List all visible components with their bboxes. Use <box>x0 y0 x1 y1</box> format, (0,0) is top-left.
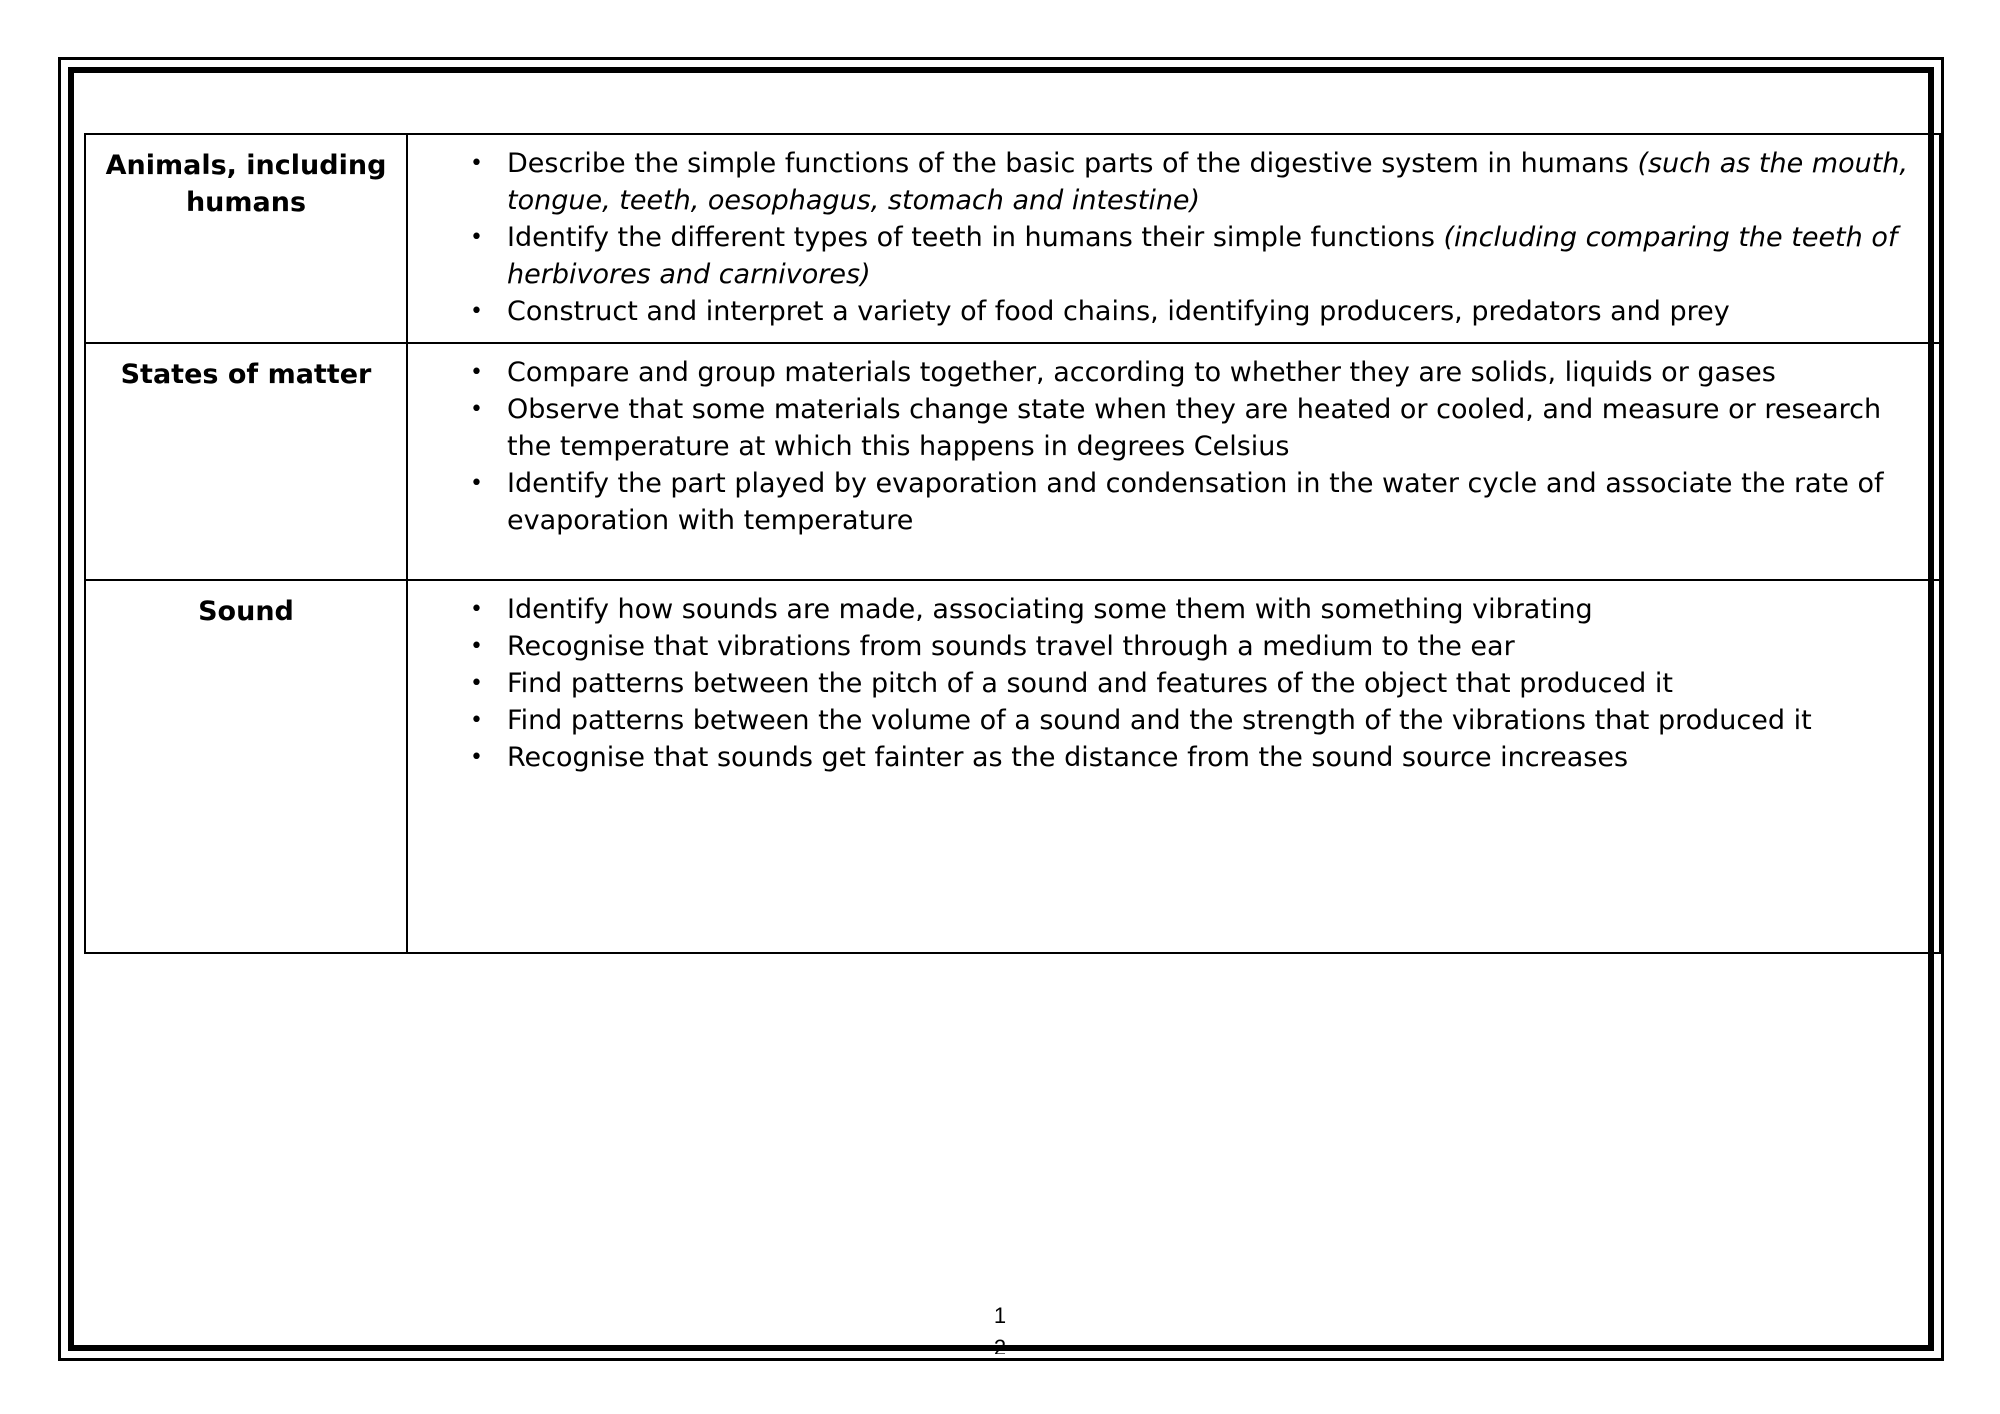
topic-cell <box>85 580 407 953</box>
list-item: • Find patterns between the volume of a sound and the strength of the vibrations that produced it <box>408 702 1921 739</box>
list-item: • Compare and group materials together, according to whether they are solids, liquids or gases <box>408 354 1921 391</box>
page-number <box>0 1300 2000 1354</box>
list-item: • Identify how sounds are made, associating some them with something vibrating <box>408 591 1921 628</box>
list-item: • Identify the part played by evaporation and condensation in the water cycle and associate the rate of evaporation with temperature <box>408 465 1921 539</box>
list-item: • Identify the different types of teeth in humans their simple functions (including comparing the teeth of herbivores and carnivores) <box>408 219 1921 293</box>
list-item: • Recognise that sounds get fainter as the distance from the sound source increases <box>408 739 1921 776</box>
list-item: • Recognise that vibrations from sounds travel through a medium to the ear <box>408 628 1921 665</box>
curriculum-table <box>84 133 1941 954</box>
topic-label: Sound <box>198 596 294 627</box>
objectives-cell <box>407 343 1940 580</box>
list-item: • Describe the simple functions of the basic parts of the digestive system in humans (such as the mouth, tongue, teeth, oesophagus, stomach and intestine) <box>408 145 1921 219</box>
objectives-cell <box>407 134 1940 343</box>
list-item: • Construct and interpret a variety of food chains, identifying producers, predators and prey <box>408 293 1921 330</box>
page-number-overflow-digit: 2 <box>993 1335 1007 1354</box>
objectives-cell <box>407 580 1940 953</box>
topic-label: States of matter <box>120 359 372 390</box>
topic-cell <box>85 343 407 580</box>
list-item: • Find patterns between the pitch of a sound and features of the object that produced it <box>408 665 1921 702</box>
page-number-digit: 1 <box>993 1303 1007 1328</box>
list-item: • Observe that some materials change state when they are heated or cooled, and measure or research the temperature at which this happens in degrees Celsius <box>408 391 1921 465</box>
topic-cell <box>85 134 407 343</box>
table-row-sound <box>85 580 1940 953</box>
objectives-list <box>408 591 1921 776</box>
table-row-animals <box>85 134 1940 343</box>
table-row-states-of-matter <box>85 343 1940 580</box>
topic-label: Animals, including humans <box>105 150 387 218</box>
objectives-list <box>408 354 1921 539</box>
objectives-list <box>408 145 1921 330</box>
